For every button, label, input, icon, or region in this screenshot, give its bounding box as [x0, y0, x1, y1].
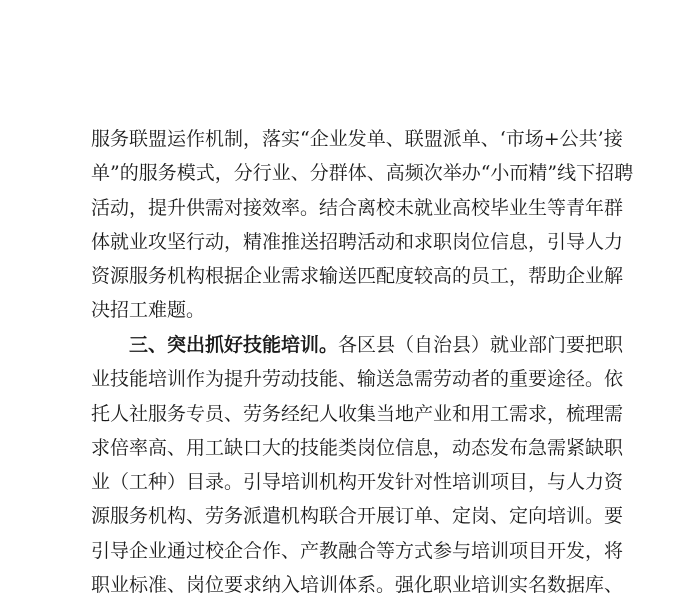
text-line: 业技能培训作为提升劳动技能、输送急需劳动者的重要途径。依	[91, 368, 624, 391]
text-line: 服务联盟运作机制，落实“企业发单、联盟派单、‘市场+公共’接	[91, 128, 623, 150]
section-heading-rest: 各区县（自治县）就业部门要把职	[338, 334, 624, 356]
paragraph-service-alliance	[91, 122, 634, 328]
text-line: 源服务机构、劳务派遣机构联合开展订单、定岗、定向培训。要	[91, 505, 624, 528]
text-line: 引导企业通过校企合作、产教融合等方式参与培训项目开发，将	[91, 539, 624, 562]
text-line: 活动，提升供需对接效率。结合离校未就业高校毕业生等青年群	[91, 196, 624, 219]
text-line: 业（工种）目录。引导培训机构开发针对性培训项目，与人力资	[91, 471, 624, 494]
text-line: 求倍率高、用工缺口大的技能类岗位信息，动态发布急需紧缺职	[91, 436, 624, 459]
text-line: 单”的服务模式，分行业、分群体、高频次举办“小而精”线下招聘	[91, 162, 634, 185]
text-line: 决招工难题。	[91, 299, 206, 322]
text-line: 体就业攻坚行动，精准推送招聘活动和求职岗位信息，引导人力	[91, 230, 624, 253]
paragraph-skills-training	[91, 328, 624, 602]
text-line: 职业标准、岗位要求纳入培训体系。强化职业培训实名数据库、	[91, 574, 624, 597]
text-line: 托人社服务专员、劳务经纪人收集当地产业和用工需求，梳理需	[91, 402, 624, 425]
text-line: 资源服务机构根据企业需求输送匹配度较高的员工，帮助企业解	[91, 265, 624, 288]
paragraph-first-line	[91, 328, 624, 362]
section-heading: 三、突出抓好技能培训。	[129, 334, 339, 356]
